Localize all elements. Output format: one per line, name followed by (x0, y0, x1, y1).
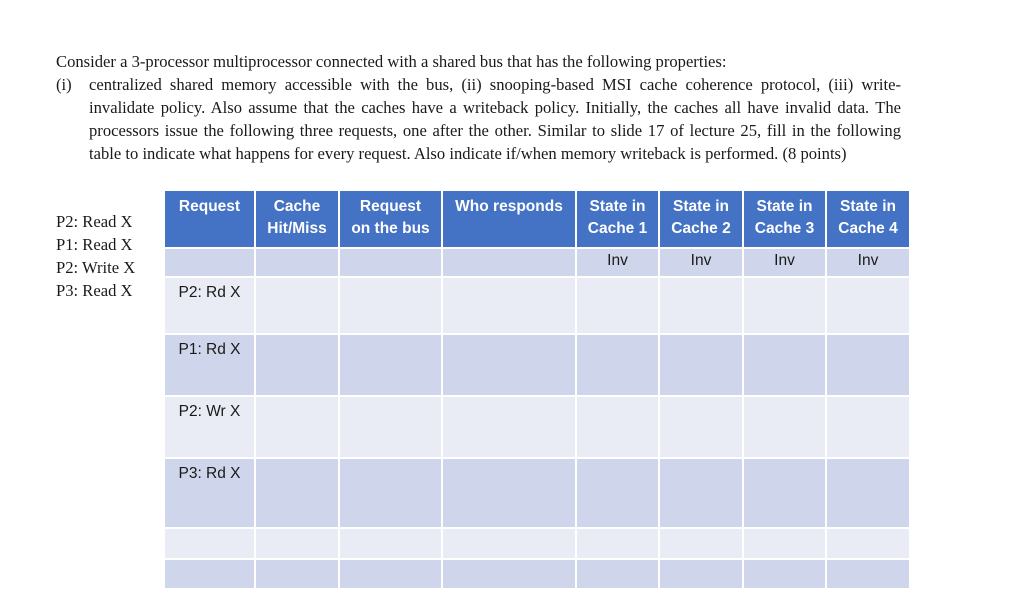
table-cell[interactable] (743, 458, 826, 528)
table-cell[interactable] (659, 559, 743, 589)
table-cell[interactable] (339, 334, 442, 396)
request-list-item: P3: Read X (56, 281, 133, 300)
table-cell[interactable] (339, 248, 442, 277)
table-cell[interactable] (576, 528, 659, 559)
table-cell[interactable] (255, 458, 339, 528)
table-cell[interactable] (442, 559, 576, 589)
table-cell[interactable] (164, 528, 255, 559)
header-cache-3: State in Cache 3 (743, 191, 826, 248)
table-cell[interactable] (826, 396, 910, 458)
table-cell[interactable] (743, 334, 826, 396)
request-list-item: P1: Read X (56, 235, 133, 254)
header-cache-2: State in Cache 2 (659, 191, 743, 248)
table-cell[interactable] (743, 277, 826, 334)
header-cache-4: State in Cache 4 (826, 191, 910, 248)
item-text: centralized shared memory accessible with the bus, (ii) snooping-based MSI cache coherence protocol, (iii) write-invalidate policy. Also assume that the caches have a writeback policy. Initially, the caches all have invalid data. The processors issue the following three requests, one after the other. Similar to slide 17 of lecture 25, fill in the following table to indicate what happens for every request. Also indicate if/when memory writeback is performed. (8 points) (89, 75, 901, 163)
table-cell[interactable] (442, 458, 576, 528)
table-cell[interactable] (659, 396, 743, 458)
request-cell: P2: Wr X (164, 396, 255, 458)
table-row (164, 458, 910, 528)
header-request: Request (164, 191, 255, 248)
table-cell[interactable] (339, 458, 442, 528)
table-cell[interactable] (576, 277, 659, 334)
table-cell[interactable] (442, 334, 576, 396)
header-hit-miss: Cache Hit/Miss (255, 191, 339, 248)
table-cell[interactable]: Inv (576, 248, 659, 277)
table-header-row (164, 191, 910, 248)
table-cell[interactable] (339, 559, 442, 589)
table-cell[interactable] (743, 396, 826, 458)
table-cell[interactable] (442, 277, 576, 334)
problem-statement (56, 50, 901, 165)
table-cell[interactable] (826, 528, 910, 559)
table-row (164, 559, 910, 589)
table-cell[interactable] (826, 559, 910, 589)
table-cell[interactable] (255, 559, 339, 589)
table-row (164, 334, 910, 396)
table-row-initial (164, 248, 910, 277)
table-cell[interactable] (255, 277, 339, 334)
header-who-responds: Who responds (442, 191, 576, 248)
table-cell[interactable] (659, 277, 743, 334)
table-cell[interactable] (576, 334, 659, 396)
table-cell[interactable] (442, 528, 576, 559)
request-sequence (56, 210, 135, 302)
coherence-table (163, 191, 911, 590)
table-cell[interactable]: Inv (659, 248, 743, 277)
table-cell[interactable] (576, 458, 659, 528)
table-cell[interactable] (339, 277, 442, 334)
table-cell[interactable] (576, 559, 659, 589)
table-cell[interactable] (743, 528, 826, 559)
request-cell: P1: Rd X (164, 334, 255, 396)
table-cell[interactable] (255, 248, 339, 277)
table-cell[interactable] (659, 528, 743, 559)
table-cell[interactable] (442, 396, 576, 458)
request-list-item: P2: Write X (56, 258, 136, 277)
table-cell[interactable] (576, 396, 659, 458)
table-row (164, 528, 910, 559)
request-list-item: P2: Read X (56, 212, 133, 231)
table-cell[interactable] (659, 334, 743, 396)
table-cell[interactable] (826, 458, 910, 528)
header-bus-request: Request on the bus (339, 191, 442, 248)
table-cell[interactable] (826, 277, 910, 334)
item-number: (i) (56, 75, 72, 94)
table-cell[interactable]: Inv (826, 248, 910, 277)
problem-intro: Consider a 3-processor multiprocessor connected with a shared bus that has the following properties: (56, 52, 727, 71)
request-cell: P3: Rd X (164, 458, 255, 528)
table-cell[interactable]: Inv (743, 248, 826, 277)
table-cell[interactable] (442, 248, 576, 277)
table-cell[interactable] (339, 396, 442, 458)
table-cell[interactable] (255, 528, 339, 559)
request-cell: P2: Rd X (164, 277, 255, 334)
table-cell[interactable] (826, 334, 910, 396)
table-cell[interactable] (164, 248, 255, 277)
table-cell[interactable] (164, 559, 255, 589)
table-cell[interactable] (255, 396, 339, 458)
table-cell[interactable] (743, 559, 826, 589)
header-cache-1: State in Cache 1 (576, 191, 659, 248)
table-cell[interactable] (659, 458, 743, 528)
table-cell[interactable] (339, 528, 442, 559)
problem-item (56, 73, 901, 165)
table-cell[interactable] (255, 334, 339, 396)
table-row (164, 396, 910, 458)
table-row (164, 277, 910, 334)
